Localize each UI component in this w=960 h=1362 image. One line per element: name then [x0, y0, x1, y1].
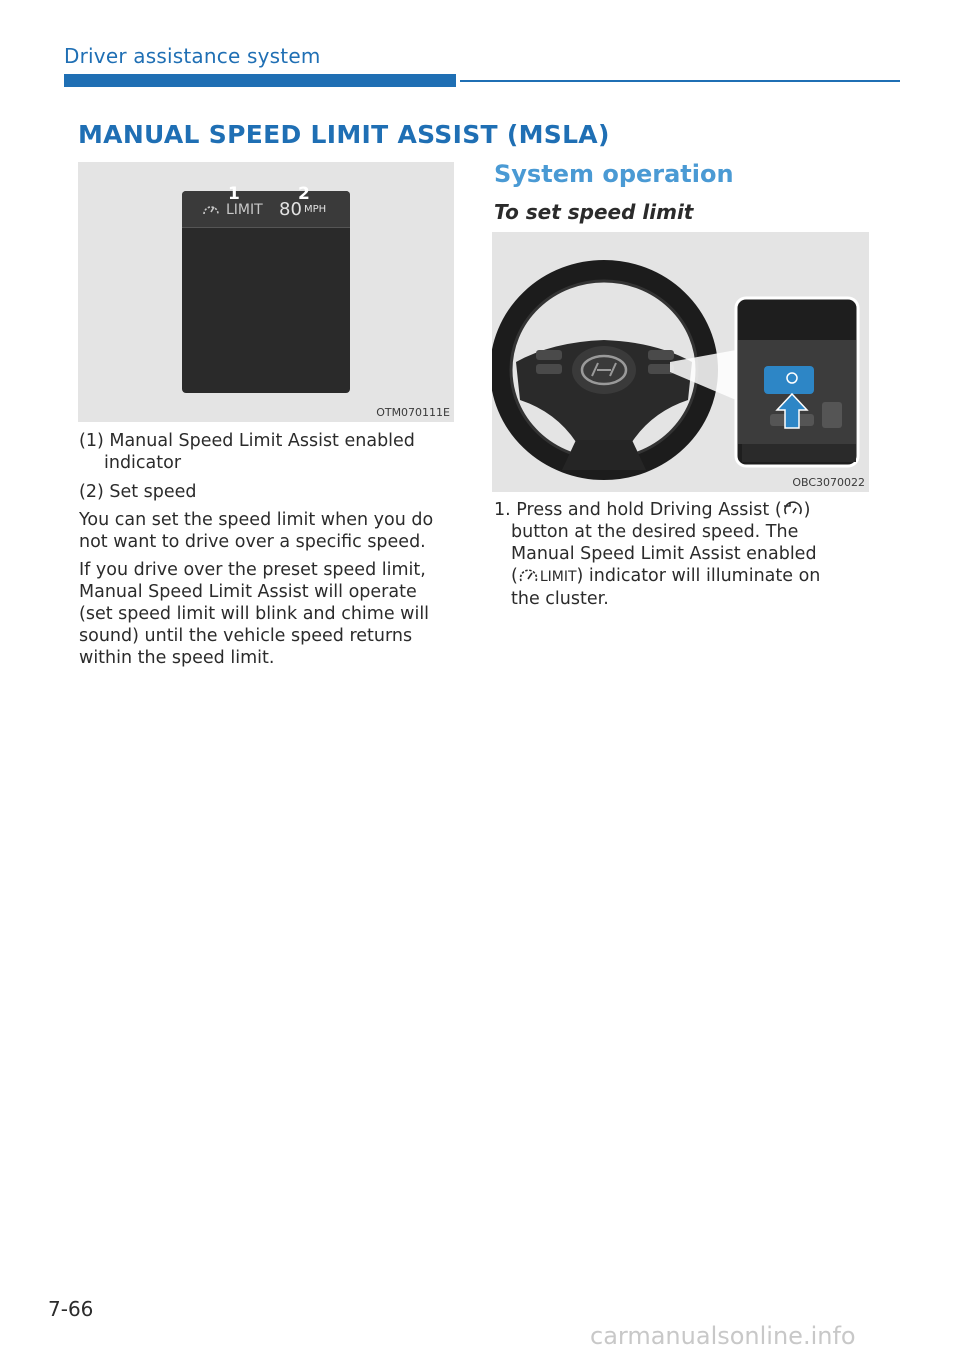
page-number: 7-66 [48, 1297, 94, 1321]
header-title: Driver assistance system [64, 44, 321, 68]
step-1-line4 [494, 565, 874, 588]
step-1-line1-close: ) [803, 500, 811, 520]
header-bar-thick [64, 74, 456, 87]
set-speed-unit: MPH [304, 204, 327, 215]
set-speed-value: 80 [279, 199, 302, 220]
paragraph-2-line2: Manual Speed Limit Assist will operate [79, 582, 417, 602]
system-operation-title: System operation [494, 160, 734, 188]
paragraph-2-line3: (set speed limit will blink and chime will [79, 604, 430, 624]
callout-1: 1 [228, 184, 240, 204]
paragraph-1-line1: You can set the speed limit when you do [79, 510, 434, 530]
steering-wheel-figure [492, 232, 869, 492]
speed-limit-icon [202, 202, 220, 216]
header-bar-thin [460, 80, 900, 82]
cluster-screen [182, 191, 350, 393]
step-1-line4-text: ) indicator will illuminate on [576, 566, 821, 586]
step-1-limit-label: LIMIT [539, 569, 577, 585]
legend-item-1-line2: indicator [104, 453, 182, 473]
section-title: MANUAL SPEED LIMIT ASSIST (MSLA) [78, 120, 610, 149]
step-1-line3: Manual Speed Limit Assist enabled [511, 544, 817, 564]
step-1-line4-open: ( [511, 566, 518, 586]
paragraph-1 [79, 509, 455, 553]
set-speed-limit-title: To set speed limit [494, 200, 694, 224]
limit-label: LIMIT [226, 202, 263, 218]
paragraph-1-line2: not want to drive over a specific speed. [79, 532, 426, 552]
driving-assist-icon [782, 500, 804, 518]
callout-2: 2 [298, 184, 310, 204]
legend-item-2: (2) Set speed [79, 482, 197, 502]
step-1-line5: the cluster. [511, 589, 609, 609]
figure-code-2: OBC3070022 [792, 476, 865, 489]
steering-wheel-image [492, 232, 869, 492]
speed-limit-icon [518, 566, 540, 584]
step-1-line1-text: 1. Press and hold Driving Assist ( [494, 500, 782, 520]
paragraph-2-line4: sound) until the vehicle speed returns [79, 626, 413, 646]
figure-code: OTM070111E [376, 406, 450, 419]
legend-item-1 [79, 430, 449, 474]
paragraph-2-line5: within the speed limit. [79, 648, 275, 668]
step-1-line1 [494, 499, 874, 521]
watermark: carmanualsonline.info [590, 1322, 856, 1350]
cluster-figure [78, 162, 454, 422]
paragraph-2-line1: If you drive over the preset speed limit, [79, 560, 426, 580]
paragraph-2 [79, 559, 455, 669]
step-1-line2: button at the desired speed. The [511, 522, 799, 542]
step-1 [494, 499, 874, 610]
legend-item-1-line1: (1) Manual Speed Limit Assist enabled [79, 431, 415, 451]
